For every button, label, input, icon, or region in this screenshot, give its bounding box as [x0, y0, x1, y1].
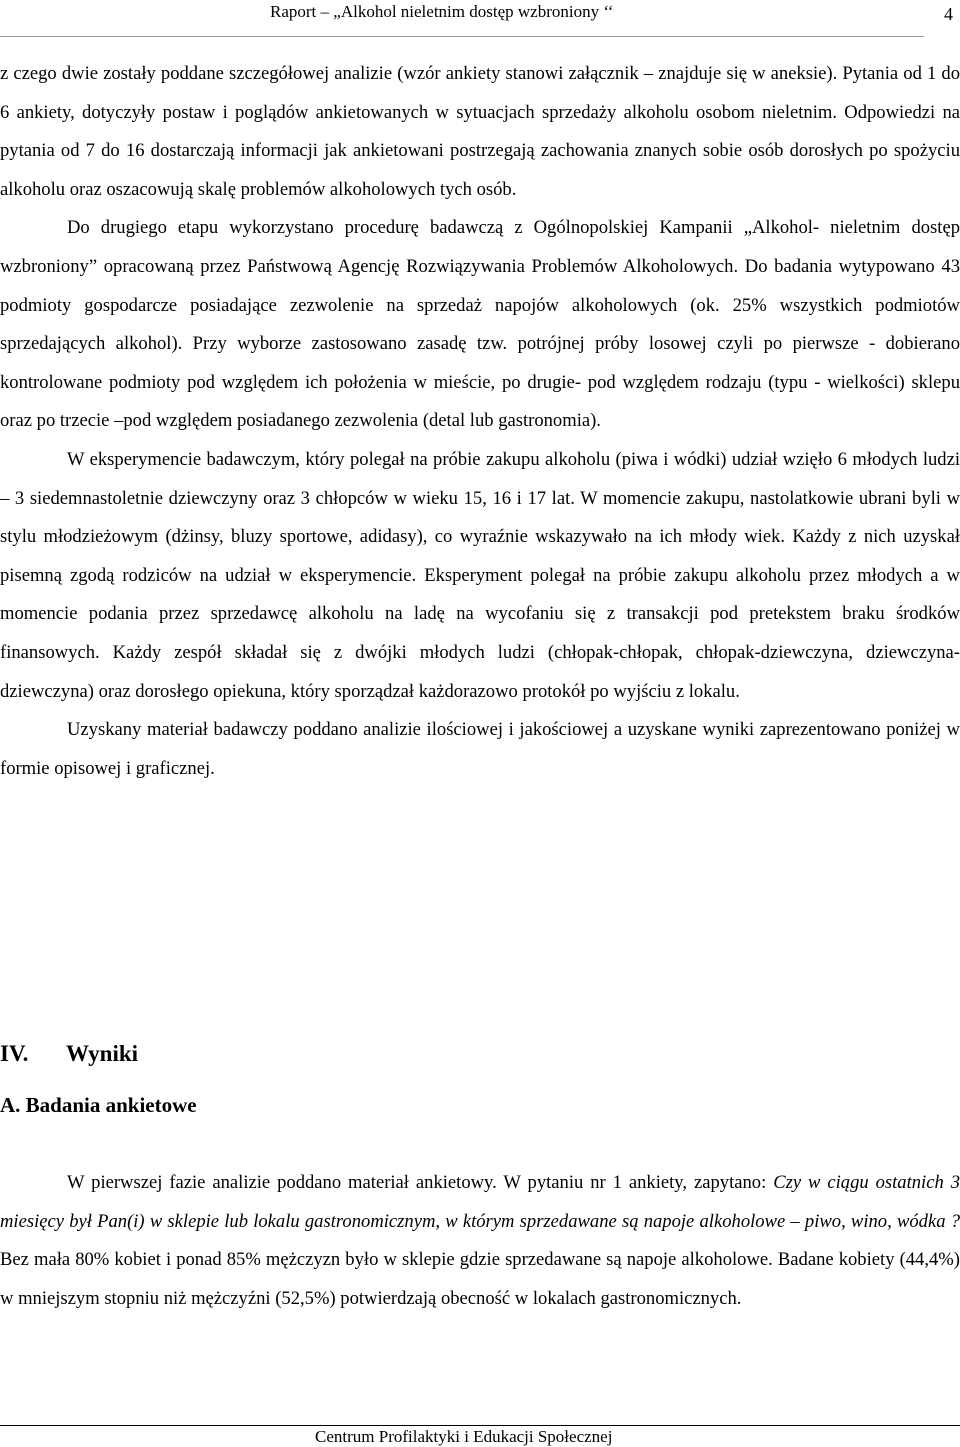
body-text: [0, 55, 960, 788]
results-rest: Bez mała 80% kobiet i ponad 85% mężczyzn było w sklepie gdzie sprzedawane są napoje alkoholowe. Badane kobiety (44,4%) w mniejszym stopniu niż mężczyźni (52,5%) potwierdzają obecność w lokalach gastronomicznych.: [0, 1249, 960, 1309]
subsection-heading: A. Badania ankietowe: [0, 1093, 197, 1117]
section-heading: [0, 1041, 138, 1067]
paragraph-experiment: W eksperymencie badawczym, który polegał na próbie zakupu alkoholu (piwa i wódki) udział wzięło 6 młodych ludzi – 3 siedemnastoletnie dziewczyny oraz 3 chłopców w wieku 15, 16 i 17 lat. W momencie zakupu, nastolatkowie ubrani byli w stylu młodzieżowym (dżinsy, bluzy sportowe, adidasy), co wyraźnie wskazywało na ich młody wiek. Każdy z nich uzyskał pisemną zgodą rodziców na udział w eksperymencie. Eksperyment polegał na próbie zakupu alkoholu przez młodych a w momencie podania przez sprzedawcę alkoholu na ladę na wycofaniu się z transakcji pod pretekstem braku środków finansowych. Każdy zespół składał się z dwójki młodych ludzi (chłopak-chłopak, chłopak-dziewczyna, dziewczyna-dziewczyna) oraz dorosłego opiekuna, który sporządzał każdorazowo protokół po wyjściu z lokalu.: [0, 448, 960, 702]
document-title: Raport – „Alkohol nieletnim dostęp wzbroniony ‘‘: [270, 2, 614, 21]
footer-divider: [0, 1425, 960, 1426]
results-intro: W pierwszej fazie analizie poddano materiał ankietowy. W pytaniu nr 1 ankiety, zapytano:: [67, 1172, 767, 1193]
survey-question: Czy w ciągu ostatnich 3 miesięcy był Pan(i) w sklepie lub lokalu gastronomicznym, w którym sprzedawane są napoje alkoholowe – piwo, wino, wódka ?: [0, 1172, 960, 1232]
page-number: 4: [944, 4, 953, 24]
header-divider: [0, 36, 924, 37]
section-number: IV.: [0, 1041, 29, 1066]
page-header: [0, 0, 960, 40]
footer-text: Centrum Profilaktyki i Edukacji Społecznej: [315, 1427, 613, 1446]
results-text: [0, 1164, 960, 1318]
section-title: Wyniki: [66, 1041, 139, 1066]
paragraph-material: Uzyskany materiał badawczy poddano analizie ilościowej i jakościowej a uzyskane wyniki zaprezentowano poniżej w formie opisowej i graficznej.: [0, 719, 960, 779]
paragraph-second-stage: Do drugiego etapu wykorzystano procedurę badawczą z Ogólnopolskiej Kampanii „Alkohol- nieletnim dostęp wzbroniony” opracowaną przez Państwową Agencję Rozwiązywania Problemów Alkoholowych. Do badania wytypowano 43 podmioty gospodarcze posiadające zezwolenie na sprzedaż napojów alkoholowych (ok. 25% wszystkich podmiotów sprzedających alkohol). Przy wyborze zastosowano zasadę tzw. potrójnej próby losowej czyli po pierwsze - dobierano kontrolowane podmioty pod względem ich położenia w mieście, po drugie- pod względem rodzaju (typu - wielkości) sklepu oraz po trzecie –pod względem posiadanego zezwolenia (detal lub gastronomia).: [0, 217, 960, 432]
paragraph-method-survey: z czego dwie zostały poddane szczegółowej analizie (wzór ankiety stanowi załącznik – znajduje się w aneksie). Pytania od 1 do 6 ankiety, dotyczyły postaw i poglądów ankietowanych w sytuacjach sprzedaży alkoholu osobom nieletnim. Odpowiedzi na pytania od 7 do 16 dostarczają informacji jak ankietowani postrzegają zachowania znanych sobie osób dorosłych po spożyciu alkoholu oraz oszacowują skalę problemów alkoholowych tych osób.: [0, 63, 960, 200]
paragraph-results: [0, 1164, 960, 1318]
